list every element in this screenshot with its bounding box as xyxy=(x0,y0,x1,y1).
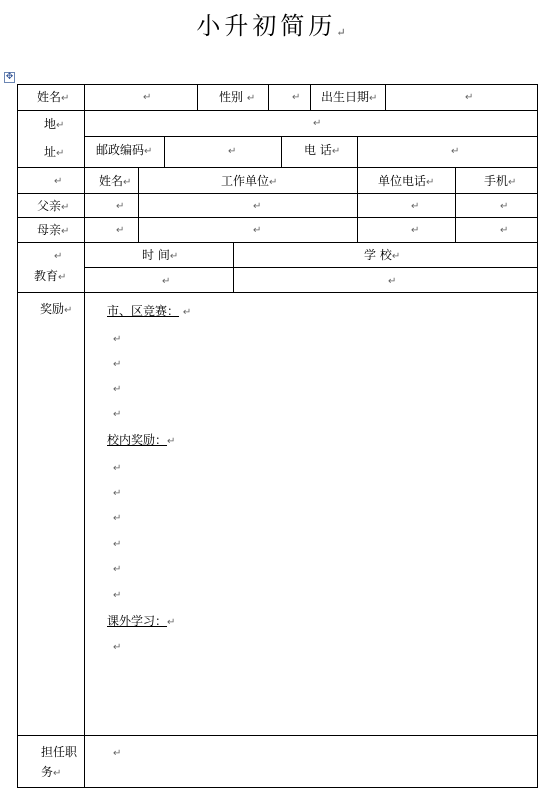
gender-field[interactable]: ↵ xyxy=(292,92,301,103)
paragraph-mark: ↵ xyxy=(113,564,122,575)
grid-line xyxy=(385,84,386,110)
father-mobile-field[interactable]: ↵ xyxy=(500,201,509,212)
table-border-top xyxy=(17,84,538,85)
paragraph-mark: ↵ xyxy=(113,334,122,345)
education-label-mark: ↵ xyxy=(54,251,63,262)
paragraph-mark: ↵ xyxy=(113,513,122,524)
grid-line xyxy=(17,292,538,293)
paragraph-mark: ↵ xyxy=(113,384,122,395)
education-school-field[interactable]: ↵ xyxy=(388,276,397,287)
education-label: 教育↵ xyxy=(34,269,67,283)
education-time-label: 时 间↵ xyxy=(142,248,179,262)
paragraph-mark: ↵ xyxy=(113,539,122,550)
family-header-blank: ↵ xyxy=(54,176,63,187)
postcode-label: 邮政编码↵ xyxy=(96,143,153,157)
postcode-field[interactable]: ↵ xyxy=(228,146,237,157)
grid-line xyxy=(84,267,538,268)
family-header-name: 姓名↵ xyxy=(99,174,132,188)
family-header-work-phone: 单位电话↵ xyxy=(378,174,435,188)
grid-line xyxy=(17,193,538,194)
mother-name-field[interactable]: ↵ xyxy=(116,225,125,236)
address-label-top: 地↵ xyxy=(44,117,65,131)
mother-mobile-field[interactable]: ↵ xyxy=(500,225,509,236)
address-label-bottom: 址↵ xyxy=(44,145,65,159)
grid-line xyxy=(17,167,538,168)
father-work-phone-field[interactable]: ↵ xyxy=(411,201,420,212)
grid-line xyxy=(233,242,234,292)
name-field[interactable]: ↵ xyxy=(143,92,152,103)
table-move-handle-icon[interactable]: ✥ xyxy=(5,72,14,82)
grid-line xyxy=(84,136,538,137)
table-border-bottom xyxy=(17,787,538,788)
paragraph-mark: ↵ xyxy=(113,463,122,474)
positions-label-bottom: 务↵ xyxy=(41,765,62,779)
paragraph-mark: ↵ xyxy=(113,642,122,653)
family-header-mobile: 手机↵ xyxy=(484,174,517,188)
grid-line xyxy=(197,84,198,110)
grid-line xyxy=(17,110,538,111)
birth-date-label: 出生日期↵ xyxy=(321,90,378,104)
grid-line xyxy=(281,136,282,167)
positions-field[interactable]: ↵ xyxy=(113,748,122,759)
paragraph-mark: ↵ xyxy=(113,590,122,601)
birth-date-field[interactable]: ↵ xyxy=(465,92,474,103)
phone-label: 电 话↵ xyxy=(304,143,341,157)
grid-line xyxy=(138,167,139,242)
father-label: 父亲↵ xyxy=(37,199,70,213)
grid-line xyxy=(164,136,165,167)
gender-label: 性别 ↵ xyxy=(219,90,256,104)
grid-line xyxy=(357,167,358,242)
grid-line xyxy=(455,167,456,242)
extra-study-heading: 课外学习：↵ xyxy=(107,614,176,628)
school-awards-heading: 校内奖励：↵ xyxy=(107,433,176,447)
address-field[interactable]: ↵ xyxy=(313,118,322,129)
table-border-right xyxy=(537,84,538,788)
grid-line xyxy=(17,217,538,218)
mother-work-phone-field[interactable]: ↵ xyxy=(411,225,420,236)
mother-label: 母亲↵ xyxy=(37,223,70,237)
paragraph-mark: ↵ xyxy=(113,488,122,499)
grid-line xyxy=(310,84,311,110)
positions-label-top: 担任职 xyxy=(41,745,78,759)
document-title: 小升初简历↵ xyxy=(196,12,346,40)
mother-workplace-field[interactable]: ↵ xyxy=(253,225,262,236)
family-header-workplace: 工作单位↵ xyxy=(221,174,278,188)
paragraph-mark: ↵ xyxy=(113,359,122,370)
paragraph-mark-icon: ↵ xyxy=(336,26,346,39)
grid-line xyxy=(268,84,269,110)
awards-label: 奖励↵ xyxy=(40,302,73,316)
grid-line xyxy=(17,735,538,736)
grid-line xyxy=(17,242,538,243)
phone-field[interactable]: ↵ xyxy=(451,146,460,157)
education-time-field[interactable]: ↵ xyxy=(162,276,171,287)
education-school-label: 学 校↵ xyxy=(364,248,401,262)
paragraph-mark: ↵ xyxy=(113,409,122,420)
city-contest-heading: 市、区竞赛： ↵ xyxy=(107,304,192,318)
grid-line xyxy=(357,136,358,167)
table-border-left xyxy=(17,84,18,788)
grid-line xyxy=(84,84,85,788)
name-label: 姓名↵ xyxy=(37,90,70,104)
father-name-field[interactable]: ↵ xyxy=(116,201,125,212)
father-workplace-field[interactable]: ↵ xyxy=(253,201,262,212)
